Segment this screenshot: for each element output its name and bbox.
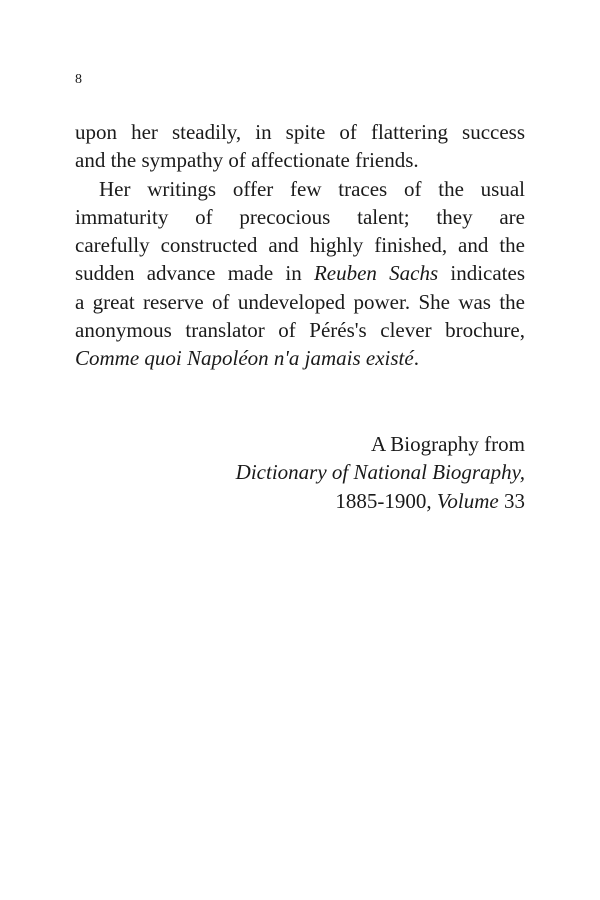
- text-segment: 33: [498, 488, 525, 513]
- paragraph-2-line-3: carefully constructed and highly finished, and the: [75, 233, 525, 258]
- paragraph-2-line-4: [75, 259, 525, 287]
- book-title-reuben-sachs: Reuben Sachs: [313, 261, 439, 286]
- text-segment: 1885-1900,: [335, 488, 437, 513]
- paragraph-2-line-2: immaturity of precocious talent; they are: [75, 204, 525, 229]
- paragraph-2-line-7: [75, 344, 525, 372]
- attribution-line-1: A Biography from: [371, 432, 525, 456]
- brochure-title: Comme quoi Napoléon n'a jamais existé: [75, 346, 414, 371]
- text-segment: sudden advance made in: [75, 261, 314, 286]
- attribution: [75, 430, 525, 515]
- paragraph-2-line-5: a great reserve of undeveloped power. She was the: [75, 289, 525, 314]
- paragraph-2-line-1: Her writings offer few traces of the usual: [99, 176, 525, 201]
- paragraph-1-line-2: and the sympathy of affectionate friends.: [75, 148, 419, 173]
- text-segment: indicates: [438, 261, 525, 286]
- volume-label: Volume: [436, 488, 499, 513]
- page-number: 8: [75, 72, 82, 87]
- body-text: [75, 118, 525, 373]
- paragraph-1-line-1: upon her steadily, in spite of flattering success: [75, 120, 525, 144]
- text-segment: .: [413, 346, 419, 371]
- paragraph-2-line-6: anonymous translator of Pérés's clever brochure,: [75, 318, 525, 343]
- attribution-line-3: [75, 487, 525, 515]
- attribution-source-title: Dictionary of National Biography,: [235, 460, 525, 485]
